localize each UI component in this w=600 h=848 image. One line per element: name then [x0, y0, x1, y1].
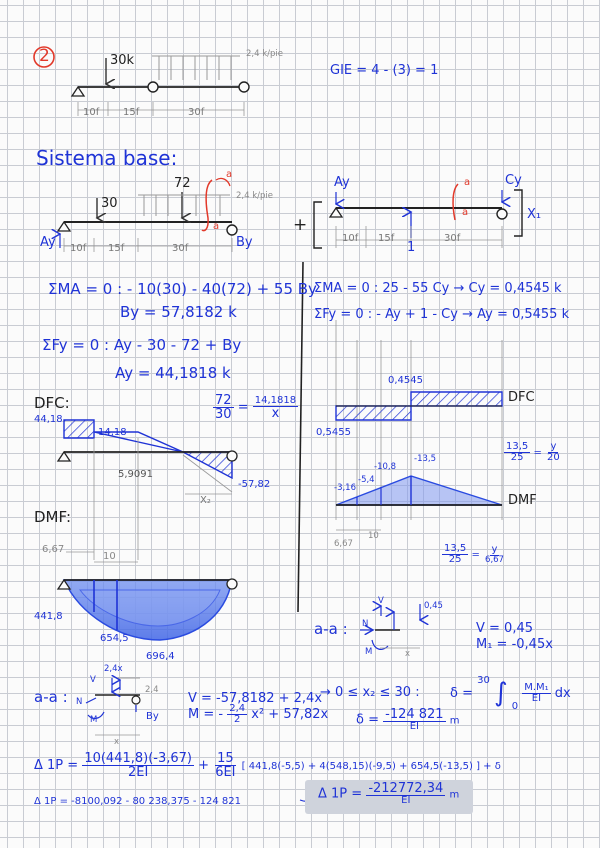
- dfc-left-label: DFC:: [34, 394, 70, 412]
- reaction-cy-right: Cy: [505, 173, 522, 188]
- ratio-den-x: x: [271, 405, 280, 421]
- answer-den: EI: [401, 795, 411, 806]
- final-expression: [34, 752, 501, 779]
- final-line2: Δ 1P = -8100,092 - 80 238,375 - 124 821: [34, 796, 242, 807]
- base-left-dims: [64, 238, 232, 252]
- m-eq-b: x² + 57,82x: [251, 707, 329, 722]
- section-a-left-top: a: [226, 169, 233, 180]
- integral-lower: 0: [511, 701, 519, 712]
- section-a-right-top: a: [464, 177, 471, 188]
- ratio-num-72: 72: [215, 393, 232, 408]
- base-load-30: 30: [101, 196, 118, 211]
- section-right-label: a-a :: [314, 620, 348, 638]
- dmf-right-v2: -5,4: [358, 475, 375, 485]
- r1-den2: 20: [547, 452, 560, 463]
- final-bracket: [ 441,8(-5,5) + 4(548,15)(-9,5) + 654,5(-13,5) ] + δ: [241, 761, 501, 772]
- top-dist-load: [152, 56, 240, 80]
- section-left-load2: 2,4: [145, 685, 159, 695]
- section-left-m: M: [90, 715, 98, 725]
- dfc-left-diagram: [58, 420, 237, 560]
- dmf-left-v1: 6,67: [42, 544, 65, 555]
- r2-eq: =: [471, 549, 480, 561]
- section-right-force: 0,45: [424, 601, 443, 611]
- left-ay: Ay = 44,1818 k: [115, 364, 231, 382]
- section-cut-right: [453, 184, 458, 220]
- dfc-left-v3: 5,9091: [118, 469, 153, 480]
- integral-num: M.M₁: [524, 682, 549, 693]
- final-lhs: Δ 1P =: [34, 758, 79, 773]
- t2-den: 6EI: [215, 765, 236, 780]
- r2-den2: 6,67: [485, 554, 504, 565]
- final-plus: +: [198, 758, 210, 773]
- base-dist-load-label: 2,4 k/pie: [236, 191, 273, 201]
- r2-num2: y: [491, 543, 498, 555]
- section-a-right-bottom: a: [462, 207, 469, 218]
- section-right-m-eq: M₁ = -0,45x: [476, 637, 553, 652]
- base-span-1: 10f: [70, 243, 87, 254]
- base-load-72: 72: [174, 176, 191, 191]
- m-num: 2,4: [229, 703, 246, 714]
- dmf-right-label: DMF: [508, 493, 537, 508]
- section-right-v: V: [378, 596, 384, 606]
- dmf-right-v6: 10: [368, 531, 379, 541]
- section-cut-left: [202, 180, 212, 231]
- top-dims: [78, 102, 244, 116]
- top-point-load: 30k: [110, 53, 135, 68]
- left-sum-ma: ΣMA = 0 : - 10(30) - 40(72) + 55 By: [48, 280, 317, 298]
- integral-dx: dx: [554, 686, 571, 701]
- section-left-n: N: [76, 697, 83, 707]
- integral-delta: δ =: [450, 686, 473, 701]
- left-sum-fy: ΣFy = 0 : Ay - 30 - 72 + By: [42, 336, 242, 354]
- base-span-3: 30f: [172, 243, 189, 254]
- final-answer: [318, 782, 459, 806]
- base-title: Sistema base:: [36, 146, 178, 170]
- reaction-by-left: By: [236, 235, 253, 250]
- t1-den: 2EI: [127, 765, 149, 780]
- column-divider: [298, 262, 303, 612]
- section-left-v: V: [90, 675, 96, 685]
- integral-den: EI: [531, 693, 542, 704]
- unit-load: 1: [407, 240, 416, 255]
- gie-equation: GIE = 4 - (3) = 1: [330, 63, 439, 78]
- dmf-left-v4: 654,5: [100, 633, 129, 644]
- integral-result: [356, 708, 459, 732]
- dfc-right-label: DFC: [508, 390, 535, 405]
- dfc-left-v1: 44,18: [34, 414, 63, 425]
- dfc-left-x2: X₂: [200, 495, 211, 506]
- section-right-m: M: [365, 647, 373, 657]
- integral-range: → 0 ≤ x₂ ≤ 30 :: [320, 685, 420, 700]
- top-span-2: 15f: [123, 107, 140, 118]
- section-a-left-bottom: a: [213, 221, 220, 232]
- section-left-label: a-a :: [34, 688, 68, 706]
- top-dist-load-label: 2,4 k/pie: [246, 49, 283, 59]
- dmf-right-ratio-1: [504, 442, 562, 463]
- dmf-right-ratio-2: [442, 544, 506, 565]
- r1-num: 13,5: [506, 441, 529, 452]
- r2-den: 25: [448, 554, 462, 565]
- section-left-x: x: [114, 737, 120, 747]
- r1-eq: =: [533, 447, 542, 459]
- dmf-right-v4: -13,5: [414, 454, 436, 464]
- section-left-by: By: [146, 711, 159, 722]
- base-dist-load: [138, 195, 230, 216]
- t1-num: 10(441,8)(-3,67): [84, 751, 192, 766]
- base-left-beam: [58, 222, 237, 235]
- r1-den: 25: [510, 452, 524, 463]
- integral-sign: ∫: [494, 678, 508, 708]
- section-right-v-eq: V = 0,45: [476, 621, 533, 636]
- top-span-1: 10f: [83, 107, 100, 118]
- dfc-left-ratio: [213, 394, 298, 421]
- base-right-dims: [336, 226, 502, 248]
- integral-expression: [450, 675, 571, 712]
- dfc-left-v2: 14,18: [98, 427, 127, 438]
- answer-unit: m: [449, 789, 460, 801]
- section-right-n: N: [362, 619, 369, 629]
- ratio-eq: =: [237, 400, 249, 415]
- dmf-left-v3: 441,8: [34, 611, 63, 622]
- right-span-3: 30f: [444, 233, 461, 244]
- result-a: δ =: [356, 712, 384, 728]
- ratio-num-14: 14,1818: [254, 394, 297, 406]
- dfc-right-top: 0,4545: [388, 375, 423, 386]
- right-sum-ma: ΣMA = 0 : 25 - 55 Cy → Cy = 0,4545 k: [314, 281, 562, 296]
- r2-num: 13,5: [444, 543, 467, 554]
- dfc-left-v4: -57,82: [238, 479, 271, 490]
- base-span-2: 15f: [108, 243, 125, 254]
- m-den: 2: [233, 714, 241, 725]
- dmf-right-v1: -3,16: [334, 483, 356, 493]
- dfc-right-bottom: 0,5455: [316, 427, 351, 438]
- result-unit: m: [449, 715, 460, 727]
- result-num: -124 821: [385, 707, 444, 722]
- m-eq-a: M = -: [188, 707, 224, 722]
- integral-upper: 30: [477, 675, 490, 686]
- result-den: EI: [409, 721, 419, 732]
- dmf-left-label: DMF:: [34, 508, 72, 526]
- fbd-right: [360, 604, 420, 649]
- reaction-ay-right: Ay: [334, 175, 350, 190]
- ratio-den-30: 30: [215, 407, 232, 422]
- plus-sign: +: [293, 215, 308, 235]
- fbd-left: [86, 675, 140, 735]
- reaction-ay-left: Ay: [40, 235, 56, 250]
- dmf-left-diagram: [58, 552, 237, 640]
- right-span-1: 10f: [342, 233, 359, 244]
- right-sum-fy: ΣFy = 0 : - Ay + 1 - Cy → Ay = 0,5455 k: [314, 307, 570, 322]
- section-right-x: x: [405, 649, 411, 659]
- dmf-right-v5: 6,67: [334, 539, 353, 549]
- top-span-3: 30f: [188, 107, 205, 118]
- t2-num: 15: [217, 751, 234, 766]
- dmf-left-v5: 696,4: [146, 651, 175, 662]
- dmf-right-v3: -10,8: [374, 462, 396, 472]
- right-span-2: 15f: [378, 233, 395, 244]
- answer-num: -212772,34: [368, 781, 444, 796]
- answer-lhs: Δ 1P =: [318, 786, 363, 802]
- r1-num2: y: [550, 441, 557, 452]
- section-left-v-eq: V = -57,8182 + 2,4x: [188, 691, 323, 706]
- redundant-x1: X₁: [527, 207, 542, 222]
- left-by: By = 57,8182 k: [120, 303, 237, 321]
- top-beam-sketch: [72, 58, 249, 96]
- section-left-load: 2,4x: [104, 664, 123, 674]
- problem-number: 2: [39, 46, 50, 66]
- section-left-m-eq: [188, 704, 328, 725]
- dmf-left-v2: 10: [103, 551, 116, 562]
